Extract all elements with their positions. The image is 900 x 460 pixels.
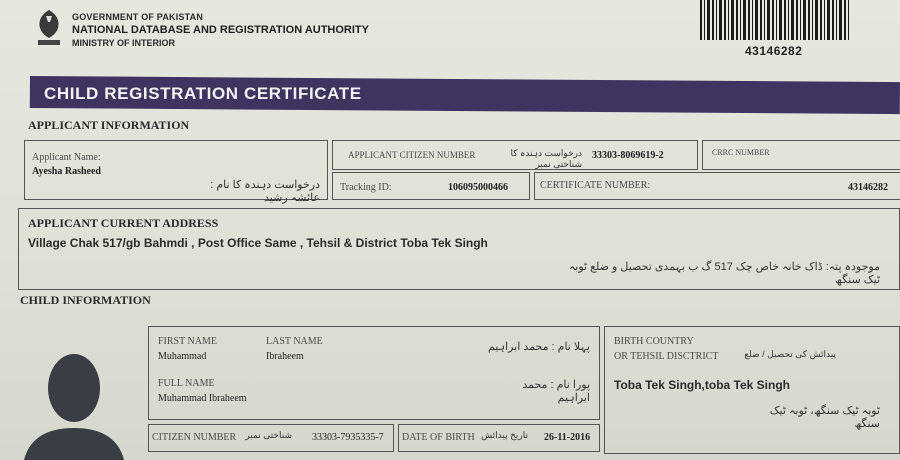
applicant-cnic-label: APPLICANT CITIZEN NUMBER [348,150,476,160]
child-photo-silhouette [0,318,148,460]
dob-label: DATE OF BIRTH [402,432,475,443]
applicant-cnic-value: 33303-8069619-2 [592,150,664,161]
address-value: Village Chak 517/gb Bahmdi , Post Office Same , Tehsil & District Toba Tek Singh [28,236,488,250]
tracking-value: 106095000466 [448,182,508,193]
header-ministry-line: MINISTRY OF INTERIOR [72,38,176,48]
citizen-number-urdu: شناختی نمبر [245,430,292,440]
first-name-label: FIRST NAME [158,336,217,347]
child-name-urdu: پہلا نام : محمد ابراہیم [487,341,590,353]
address-label: APPLICANT CURRENT ADDRESS [28,216,219,230]
applicant-name-value: Ayesha Rasheed [32,166,101,177]
citizen-number-value: 33303-7935335-7 [312,432,384,443]
dob-urdu: تاریخ پیدائش [481,430,528,440]
applicant-name-label: Applicant Name: [32,152,101,163]
barcode [700,0,850,40]
applicant-cnic-urdu: درخواست دہندہ کا شناختی نمبر [510,148,582,169]
last-name-label: LAST NAME [266,336,323,347]
child-section-title: CHILD INFORMATION [20,293,151,307]
last-name-value: Ibraheem [266,351,304,362]
applicant-name-urdu: درخواست دہندہ کا نام : عائشہ رشید [210,179,320,204]
birth-country-label: BIRTH COUNTRY [614,336,694,347]
first-name-value: Muhammad [158,351,207,362]
birth-place-urdu: ٹوبہ ٹیک سنگھ، ٹوبہ ٹیک سنگھ [769,405,880,430]
crc-number-label: CRRC NUMBER [712,148,770,157]
applicant-section-title: APPLICANT INFORMATION [28,118,190,132]
header-authority-line: NATIONAL DATABASE AND REGISTRATION AUTHORITY [72,24,369,36]
certificate-number-label: CERTIFICATE NUMBER: [540,180,651,191]
tehsil-district-label: OR TEHSIL DISCTRICT [614,351,719,362]
certificate-title: CHILD REGISTRATION CERTIFICATE [44,84,362,103]
government-emblem-icon [32,8,66,48]
full-name-urdu: پورا نام : محمد ابراہیم [522,379,590,404]
tracking-label: Tracking ID: [340,182,392,193]
birth-place-value: Toba Tek Singh,toba Tek Singh [614,378,791,392]
address-urdu: موجودہ پتہ: ڈاک خانہ خاص چک 517 گ ب بہمدی تحصیل و ضلع ٹوبہ ٹیک سنگھ [568,261,880,286]
citizen-number-label: CITIZEN NUMBER [152,432,237,443]
barcode-number: 43146282 [745,44,803,58]
certificate-number-value: 43146282 [848,182,888,193]
full-name-label: FULL NAME [158,378,215,389]
dob-value: 26-11-2016 [544,432,591,443]
header-government-line: GOVERNMENT OF PAKISTAN [72,12,204,22]
full-name-value: Muhammad Ibraheem [158,393,247,404]
tehsil-district-urdu: پیدائش کی تحصیل / ضلع [744,349,836,359]
